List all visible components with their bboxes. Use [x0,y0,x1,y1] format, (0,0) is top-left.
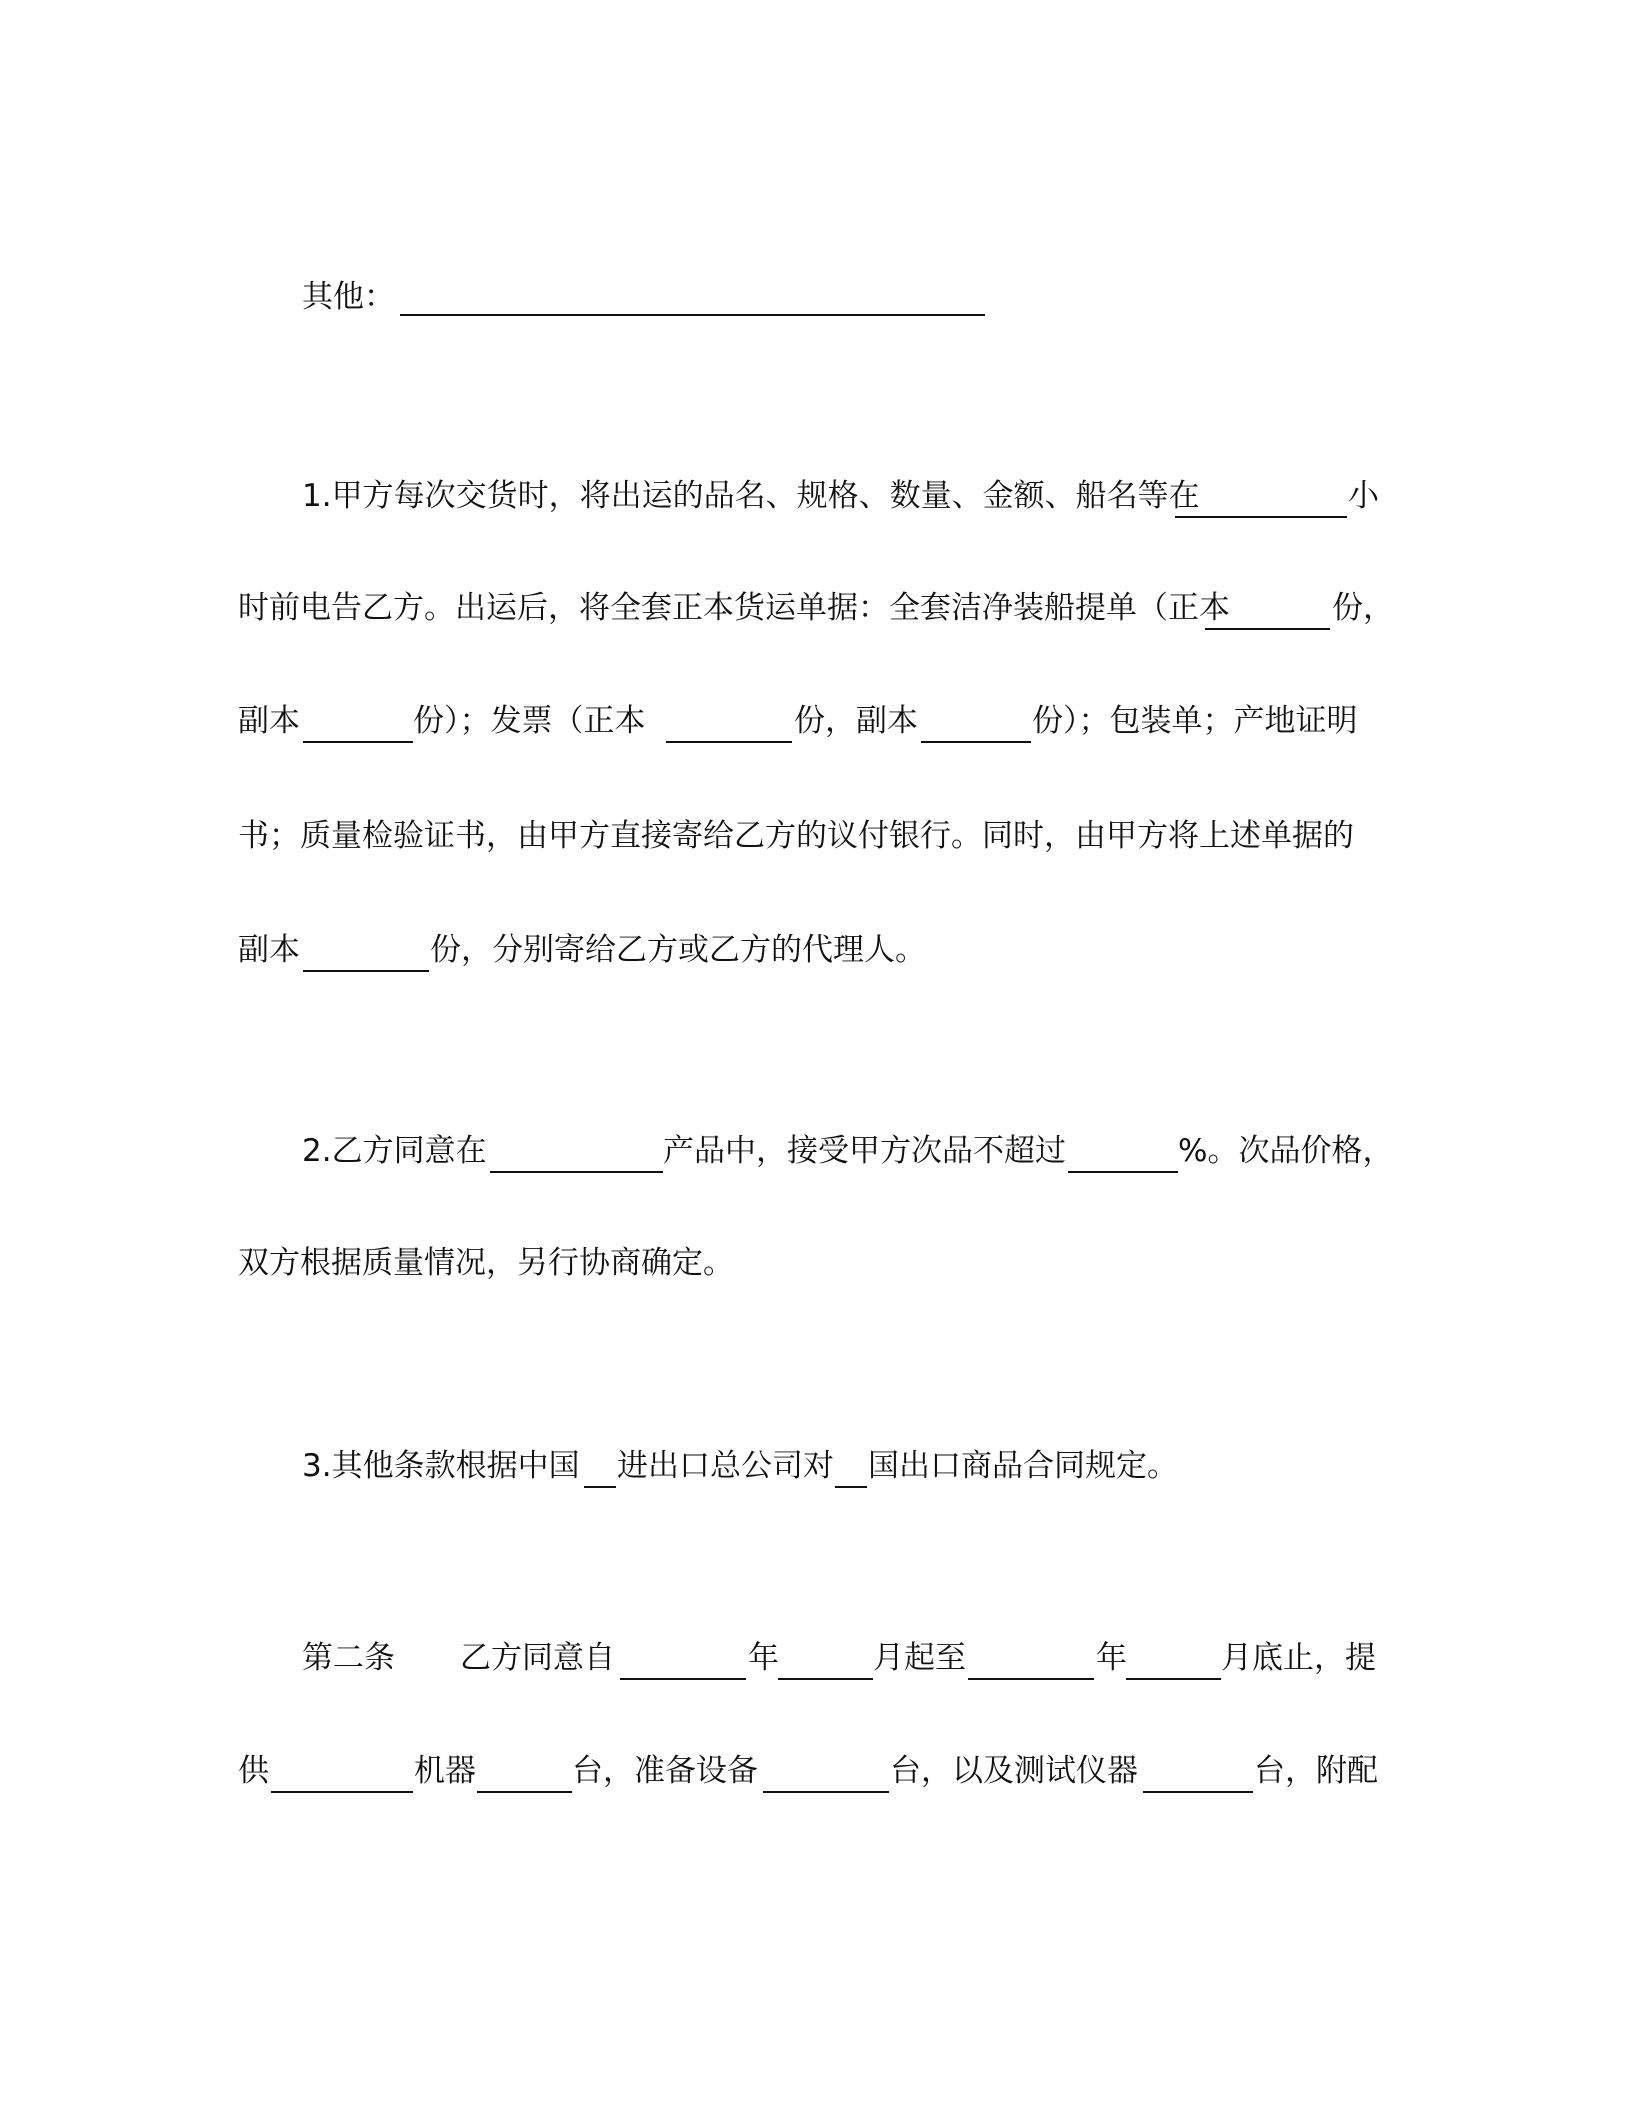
blank-country[interactable] [835,1486,867,1488]
p2-line-1 [0,1121,1632,1181]
blank-start-month[interactable] [778,1678,873,1680]
blank-invoice-original[interactable] [666,741,792,743]
p1-l4-text: 书；质量检验证书，由甲方直接寄给乙方的议付银行。同时，由甲方将上述单据的 [238,818,1354,854]
p2-l1-c: %。次品价格， [1178,1133,1394,1169]
blank-defect-rate[interactable] [1068,1171,1178,1173]
blank-bill-original[interactable] [1205,628,1330,630]
p1-l3-d: 份）；包装单；产地证明 [1032,703,1358,739]
p1-l1-end: 小 [1348,478,1379,514]
art2-title: 第二条 [302,1640,395,1676]
p1-l2-text: 时前电告乙方。出运后，将全套正本货运单据：全套洁净装船提单（正本 [238,590,1230,626]
blank-supply[interactable] [271,1791,413,1793]
p1-l3-c: 份，副本 [794,703,918,739]
p1-line-5 [0,920,1632,980]
art2-l1-b: 年 [748,1640,779,1676]
p1-line-1 [0,466,1632,526]
p3-line-1 [0,1436,1632,1496]
p1-line-4 [0,806,1632,866]
blank-end-month[interactable] [1126,1678,1221,1680]
art2-l2-e: 台，附配 [1254,1753,1378,1789]
p3-l1-b: 进出口总公司对 [617,1448,834,1484]
art2-l1-a: 乙方同意自 [460,1640,615,1676]
p1-line-3 [0,691,1632,751]
p2-line-2 [0,1233,1632,1293]
blank-end-year[interactable] [968,1678,1094,1680]
p1-l3-b: 份）；发票（正本 [413,703,646,739]
art2-l1-c: 月起至 [873,1640,966,1676]
p2-l1-b: 产品中，接受甲方次品不超过 [663,1133,1066,1169]
blank-docs-copy[interactable] [303,970,429,972]
blank-other[interactable] [400,314,985,316]
p1-l3-a: 副本 [238,703,300,739]
art2-l2-b: 机器 [414,1753,476,1789]
blank-products[interactable] [490,1171,663,1173]
art2-l1-e: 月底止，提 [1221,1640,1376,1676]
art2-line-2 [0,1741,1632,1801]
blank-machines[interactable] [477,1791,572,1793]
other-line [0,267,1632,327]
art2-l1-d: 年 [1096,1640,1127,1676]
p1-l2-end: 份， [1332,590,1394,626]
art2-line-1 [0,1628,1632,1688]
p2-l1-a: 2.乙方同意在 [302,1133,487,1169]
p1-l5-a: 副本 [238,932,300,968]
p3-l1-c: 国出口商品合同规定。 [868,1448,1178,1484]
p3-l1-a: 3.其他条款根据中国 [302,1448,580,1484]
other-label: 其他： [302,279,395,315]
blank-equipment[interactable] [763,1791,889,1793]
art2-l2-c: 台，准备设备 [572,1753,758,1789]
art2-l2-d: 台，以及测试仪器 [890,1753,1138,1789]
p1-l5-b: 份，分别寄给乙方或乙方的代理人。 [430,932,926,968]
blank-start-year[interactable] [620,1678,746,1680]
art2-l2-a: 供 [238,1753,269,1789]
blank-bill-copy[interactable] [303,741,413,743]
blank-invoice-copy[interactable] [921,741,1031,743]
p1-line-2 [0,578,1632,638]
blank-instruments[interactable] [1143,1791,1253,1793]
blank-hours[interactable] [1175,516,1347,518]
blank-company[interactable] [584,1486,616,1488]
p2-l2-text: 双方根据质量情况，另行协商确定。 [238,1245,734,1281]
p1-l1-text: 1.甲方每次交货时，将出运的品名、规格、数量、金额、船名等在 [302,478,1200,514]
